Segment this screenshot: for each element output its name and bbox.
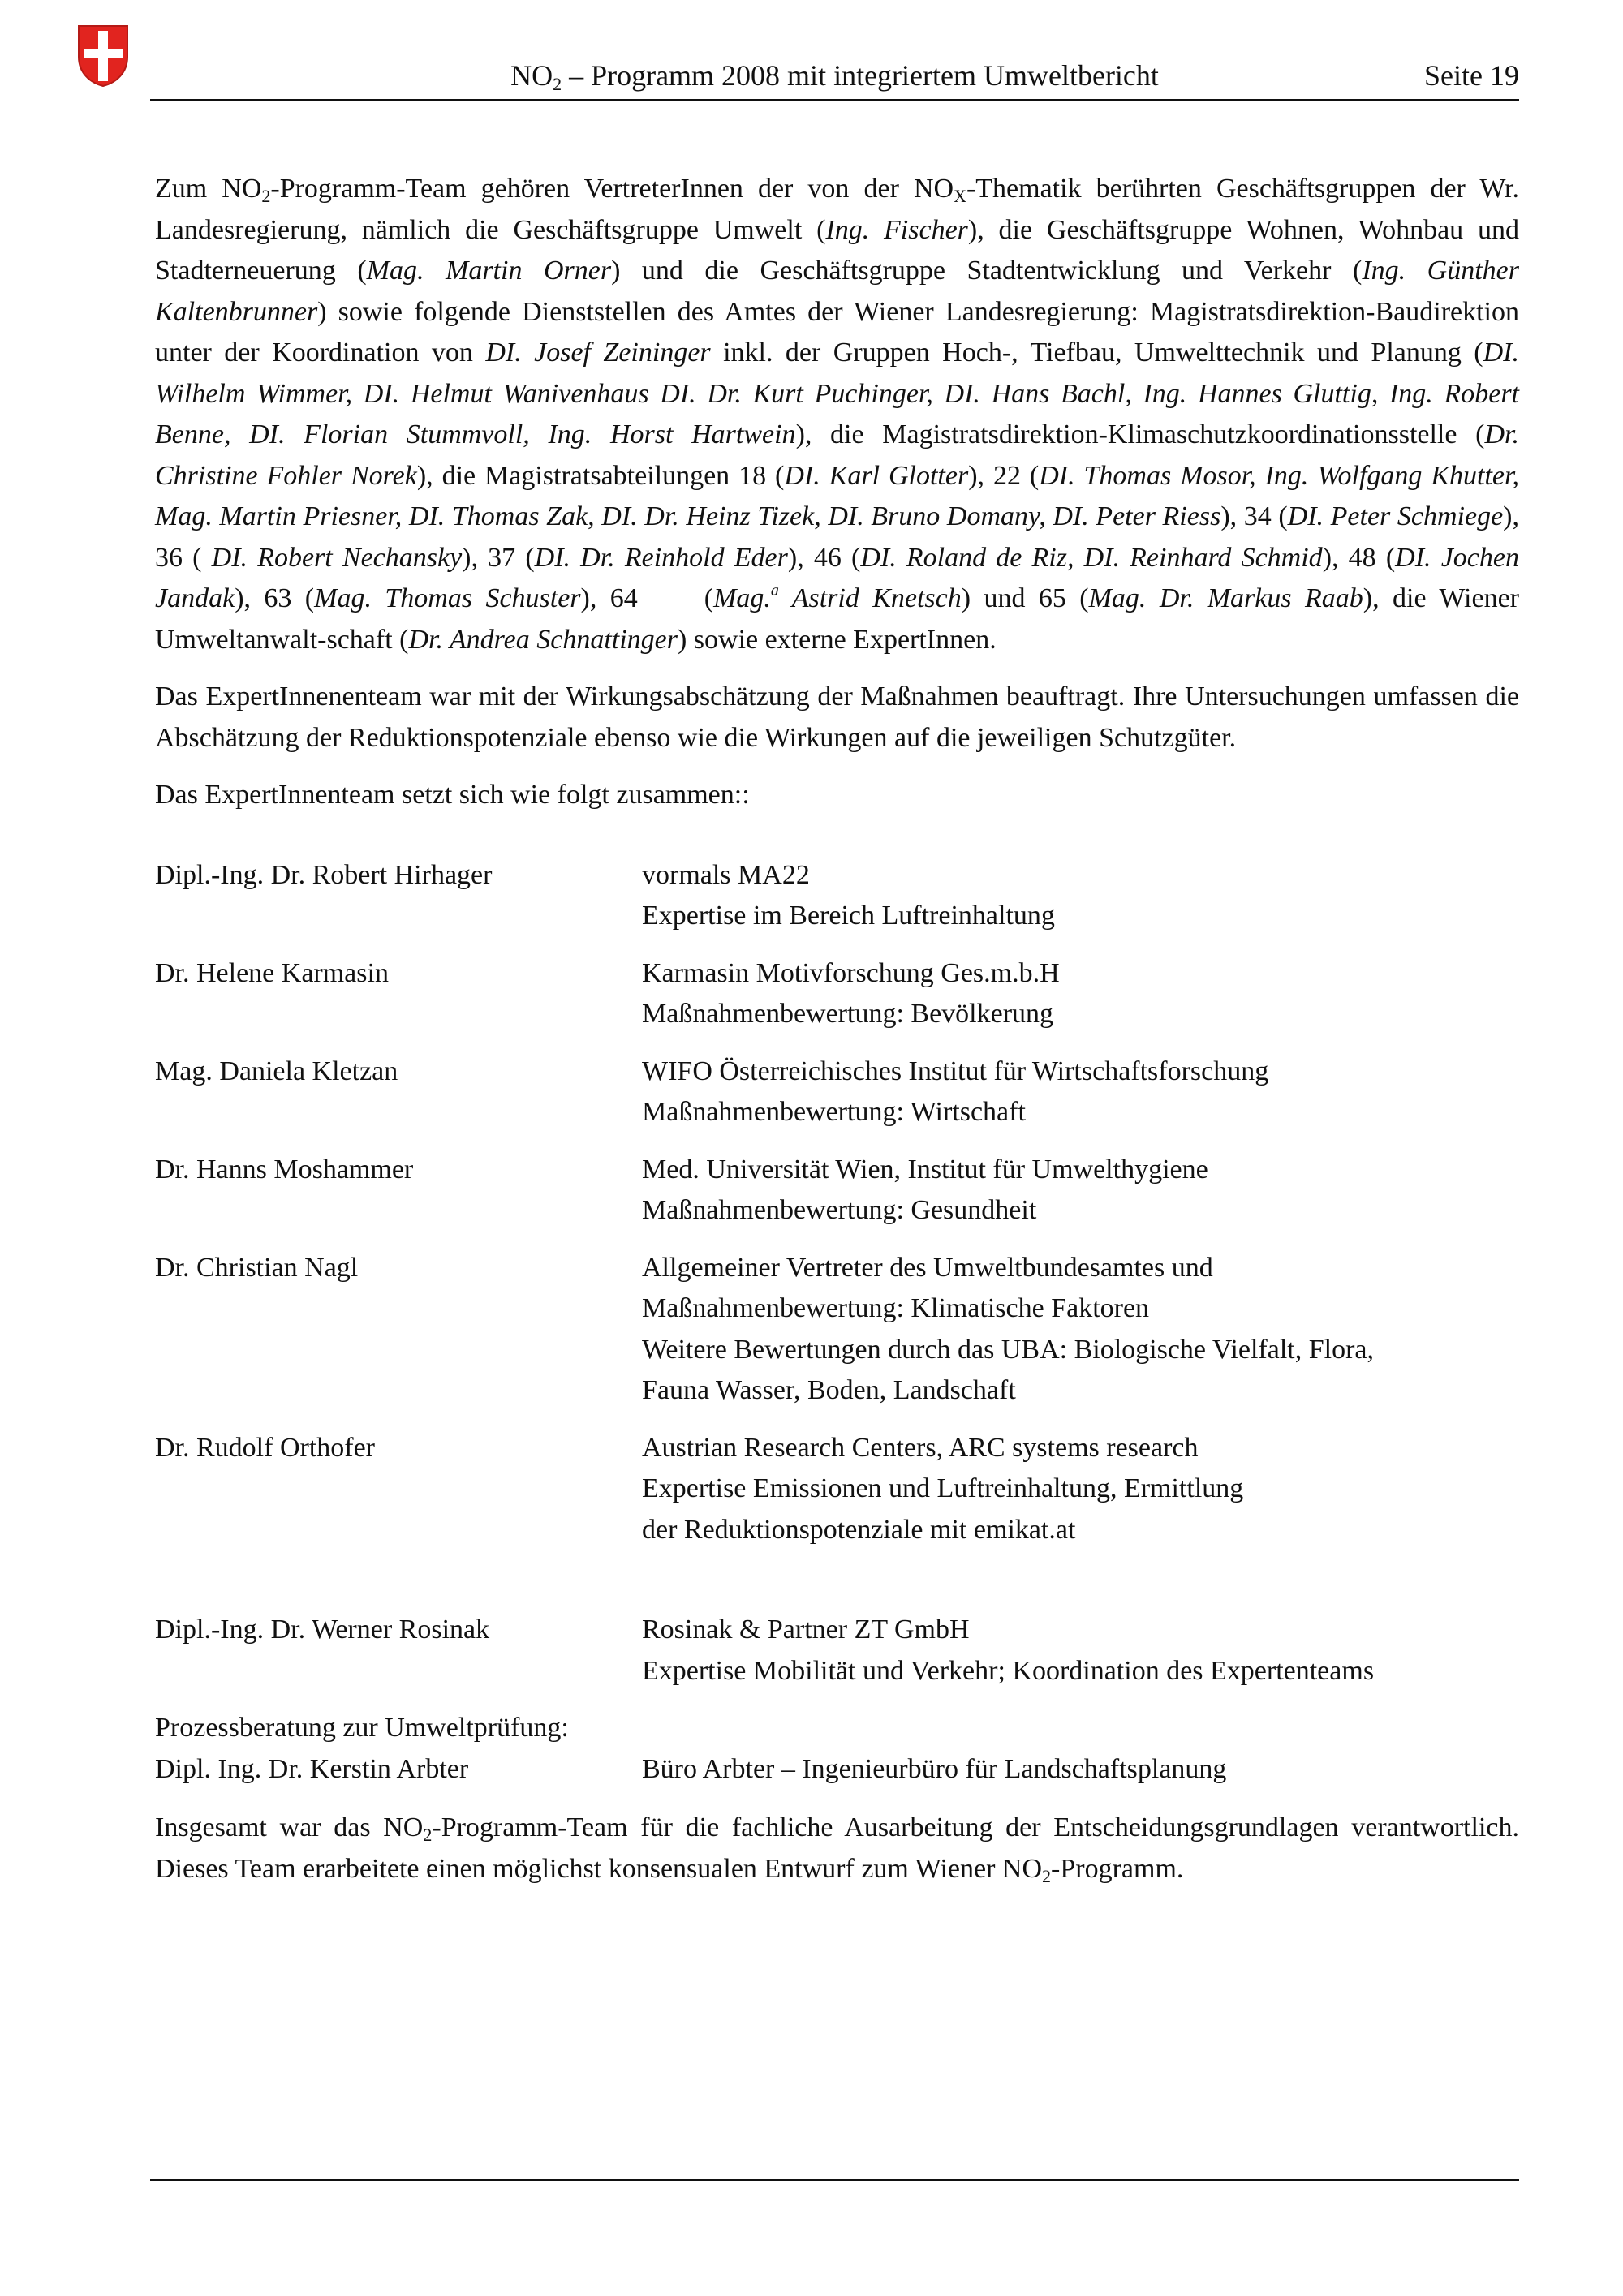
expert-name: Dr. Rudolf Orthofer xyxy=(155,1432,376,1463)
expert-info-line: Rosinak & Partner ZT GmbH xyxy=(642,1615,970,1645)
expert-info xyxy=(642,855,1519,937)
expert-info xyxy=(642,1610,1519,1692)
expert-name: Dipl.-Ing. Dr. Werner Rosinak xyxy=(155,1615,490,1645)
expert-info-line: Maßnahmenbewertung: Klimatische Faktoren xyxy=(642,1293,1150,1323)
page-number: Seite 19 xyxy=(1424,59,1519,92)
consultant-info: Büro Arbter – Ingenieurbüro für Landschaftsplanung xyxy=(642,1753,1227,1784)
expert-info-line: Expertise Mobilität und Verkehr; Koordination des Expertenteams xyxy=(642,1655,1375,1686)
process-consulting-label: Prozessberatung zur Umweltprüfung: xyxy=(155,1713,569,1743)
expert-info-line: Austrian Research Centers, ARC systems research xyxy=(642,1432,1199,1463)
document-body xyxy=(155,169,1519,1890)
expert-row xyxy=(155,1428,1519,1551)
expert-info-line: Med. Universität Wien, Institut für Umwelthygiene xyxy=(642,1154,1208,1185)
expert-info-line: Karmasin Motivforschung Ges.m.b.H xyxy=(642,957,1060,988)
expert-info-line: vormals MA22 xyxy=(642,859,810,890)
consultant-name: Dipl. Ing. Dr. Kerstin Arbter xyxy=(155,1753,469,1784)
expert-name: Mag. Daniela Kletzan xyxy=(155,1056,398,1086)
vienna-coat-of-arms-logo xyxy=(77,24,129,88)
expert-info-line: WIFO Österreichisches Institut für Wirtschaftsforschung xyxy=(642,1056,1269,1086)
expert-info-line: Expertise Emissionen und Luftreinhaltung, Ermittlung xyxy=(642,1473,1244,1503)
expert-list xyxy=(155,855,1519,1791)
expert-info-line: Expertise im Bereich Luftreinhaltung xyxy=(642,901,1055,931)
expert-info-line: Maßnahmenbewertung: Wirtschaft xyxy=(642,1097,1026,1127)
expert-name: Dr. Helene Karmasin xyxy=(155,957,389,988)
expert-row xyxy=(155,855,1519,937)
closing-paragraph: Insgesamt war das $NO_2-Programm$-Team für die fachliche Ausarbeitung der Entscheidungsgrundlagen verantwortlich. Dieses Team erarbeitete einen möglichst konsensualen Entwurf zum Wiener $NO_2$-Programm. xyxy=(155,1812,1519,1886)
expert-team-paragraph: Das ExpertInnenenteam war mit der Wirkungsabschätzung der Maßnahmen beauftragt. Ihre Untersuchungen umfassen die Abschätzung der Reduktionspotenziale ebenso wie die Wirkungen auf die jeweiligen Schutzgüter. xyxy=(155,681,1519,753)
expert-info-line: Allgemeiner Vertreter des Umweltbundesamtes und xyxy=(642,1252,1213,1283)
expert-info xyxy=(642,1428,1519,1551)
expert-info-line: Fauna Wasser, Boden, Landschaft xyxy=(642,1375,1016,1405)
expert-name: Dr. Hanns Moshammer xyxy=(155,1154,414,1185)
expert-info-line: Maßnahmenbewertung: Bevölkerung xyxy=(642,999,1054,1029)
expert-row xyxy=(155,1248,1519,1412)
expert-info xyxy=(642,1248,1519,1412)
expert-row xyxy=(155,1610,1519,1692)
expert-info xyxy=(642,953,1519,1035)
expert-name: Dr. Christian Nagl xyxy=(155,1252,359,1283)
expert-list-intro: Das ExpertInnenteam setzt sich wie folgt zusammen:: xyxy=(155,780,750,810)
expert-row xyxy=(155,1051,1519,1133)
expert-info-line: Weitere Bewertungen durch das UBA: Biologische Vielfalt, Flora, xyxy=(642,1334,1374,1365)
expert-info xyxy=(642,1150,1519,1232)
document-title: $NO_2$ – Programm 2008 mit integriertem Umweltbericht xyxy=(510,59,1159,94)
expert-info-line: Maßnahmenbewertung: Gesundheit xyxy=(642,1195,1037,1225)
expert-row xyxy=(155,1150,1519,1232)
footer-divider xyxy=(150,2179,1519,2181)
team-paragraph: Zum $NO_2-Programm$-Team gehören VertreterInnen der von der $NO_X$-Thematik berührten Geschäftsgruppen der Wr. Landesregierung, nämlich die Geschäftsgruppe Umwelt (Ing. Fischer), die Geschäftsgruppe Wohnen, Wohnbau und Stadterneuerung (Mag. Martin Orner) und die Geschäftsgruppe Stadtentwicklung und Verkehr (Ing. Günther Kaltenbrunner) sowie folgende Dienststellen des Amtes der Wiener Landesregierung: Magistratsdirektion-Baudirektion unter der Koordination von DI. Josef Zeininger inkl. der Gruppen Hoch-, Tiefbau, Umwelttechnik und Planung (DI. Wilhelm Wimmer, DI. Helmut Wanivenhaus DI. Dr. Kurt Puchinger, DI. Hans Bachl, Ing. Hannes Gluttig, Ing. Robert Benne, DI. Florian Stummvoll, Ing. Horst Hartwein), die Magistratsdirektion-Klimaschutzkoordinationsstelle (Dr. Christine Fohler Norek), die Magistratsabteilungen 18 (DI. Karl Glotter), 22 (DI. Thomas Mosor, Ing. Wolfgang Khutter, Mag. Martin Priesner, DI. Thomas Zak, DI. Dr. Heinz Tizek, DI. Bruno Domany, DI. Peter Riess), 34 (DI. Peter Schmiege), 36 ( DI. Robert Nechansky), 37 (DI. Dr. Reinhold Eder), 46 (DI. Roland de Riz, DI. Reinhard Schmid), 48 (DI. Jochen Jandak), 63 (Mag. Thomas Schuster), 64 (Mag.$^a$ Astrid Knetsch) und 65 (Mag. Dr. Markus Raab), die Wiener Umweltanwalt-schaft (Dr. Andrea Schnattinger) sowie externe ExpertInnen. xyxy=(155,174,1520,655)
process-consultant-row xyxy=(155,1749,1519,1791)
expert-info-line: der Reduktionspotenziale mit emikat.at xyxy=(642,1514,1076,1545)
page-header xyxy=(150,52,1519,101)
expert-row xyxy=(155,953,1519,1035)
expert-name: Dipl.-Ing. Dr. Robert Hirhager xyxy=(155,859,493,890)
expert-info xyxy=(642,1051,1519,1133)
